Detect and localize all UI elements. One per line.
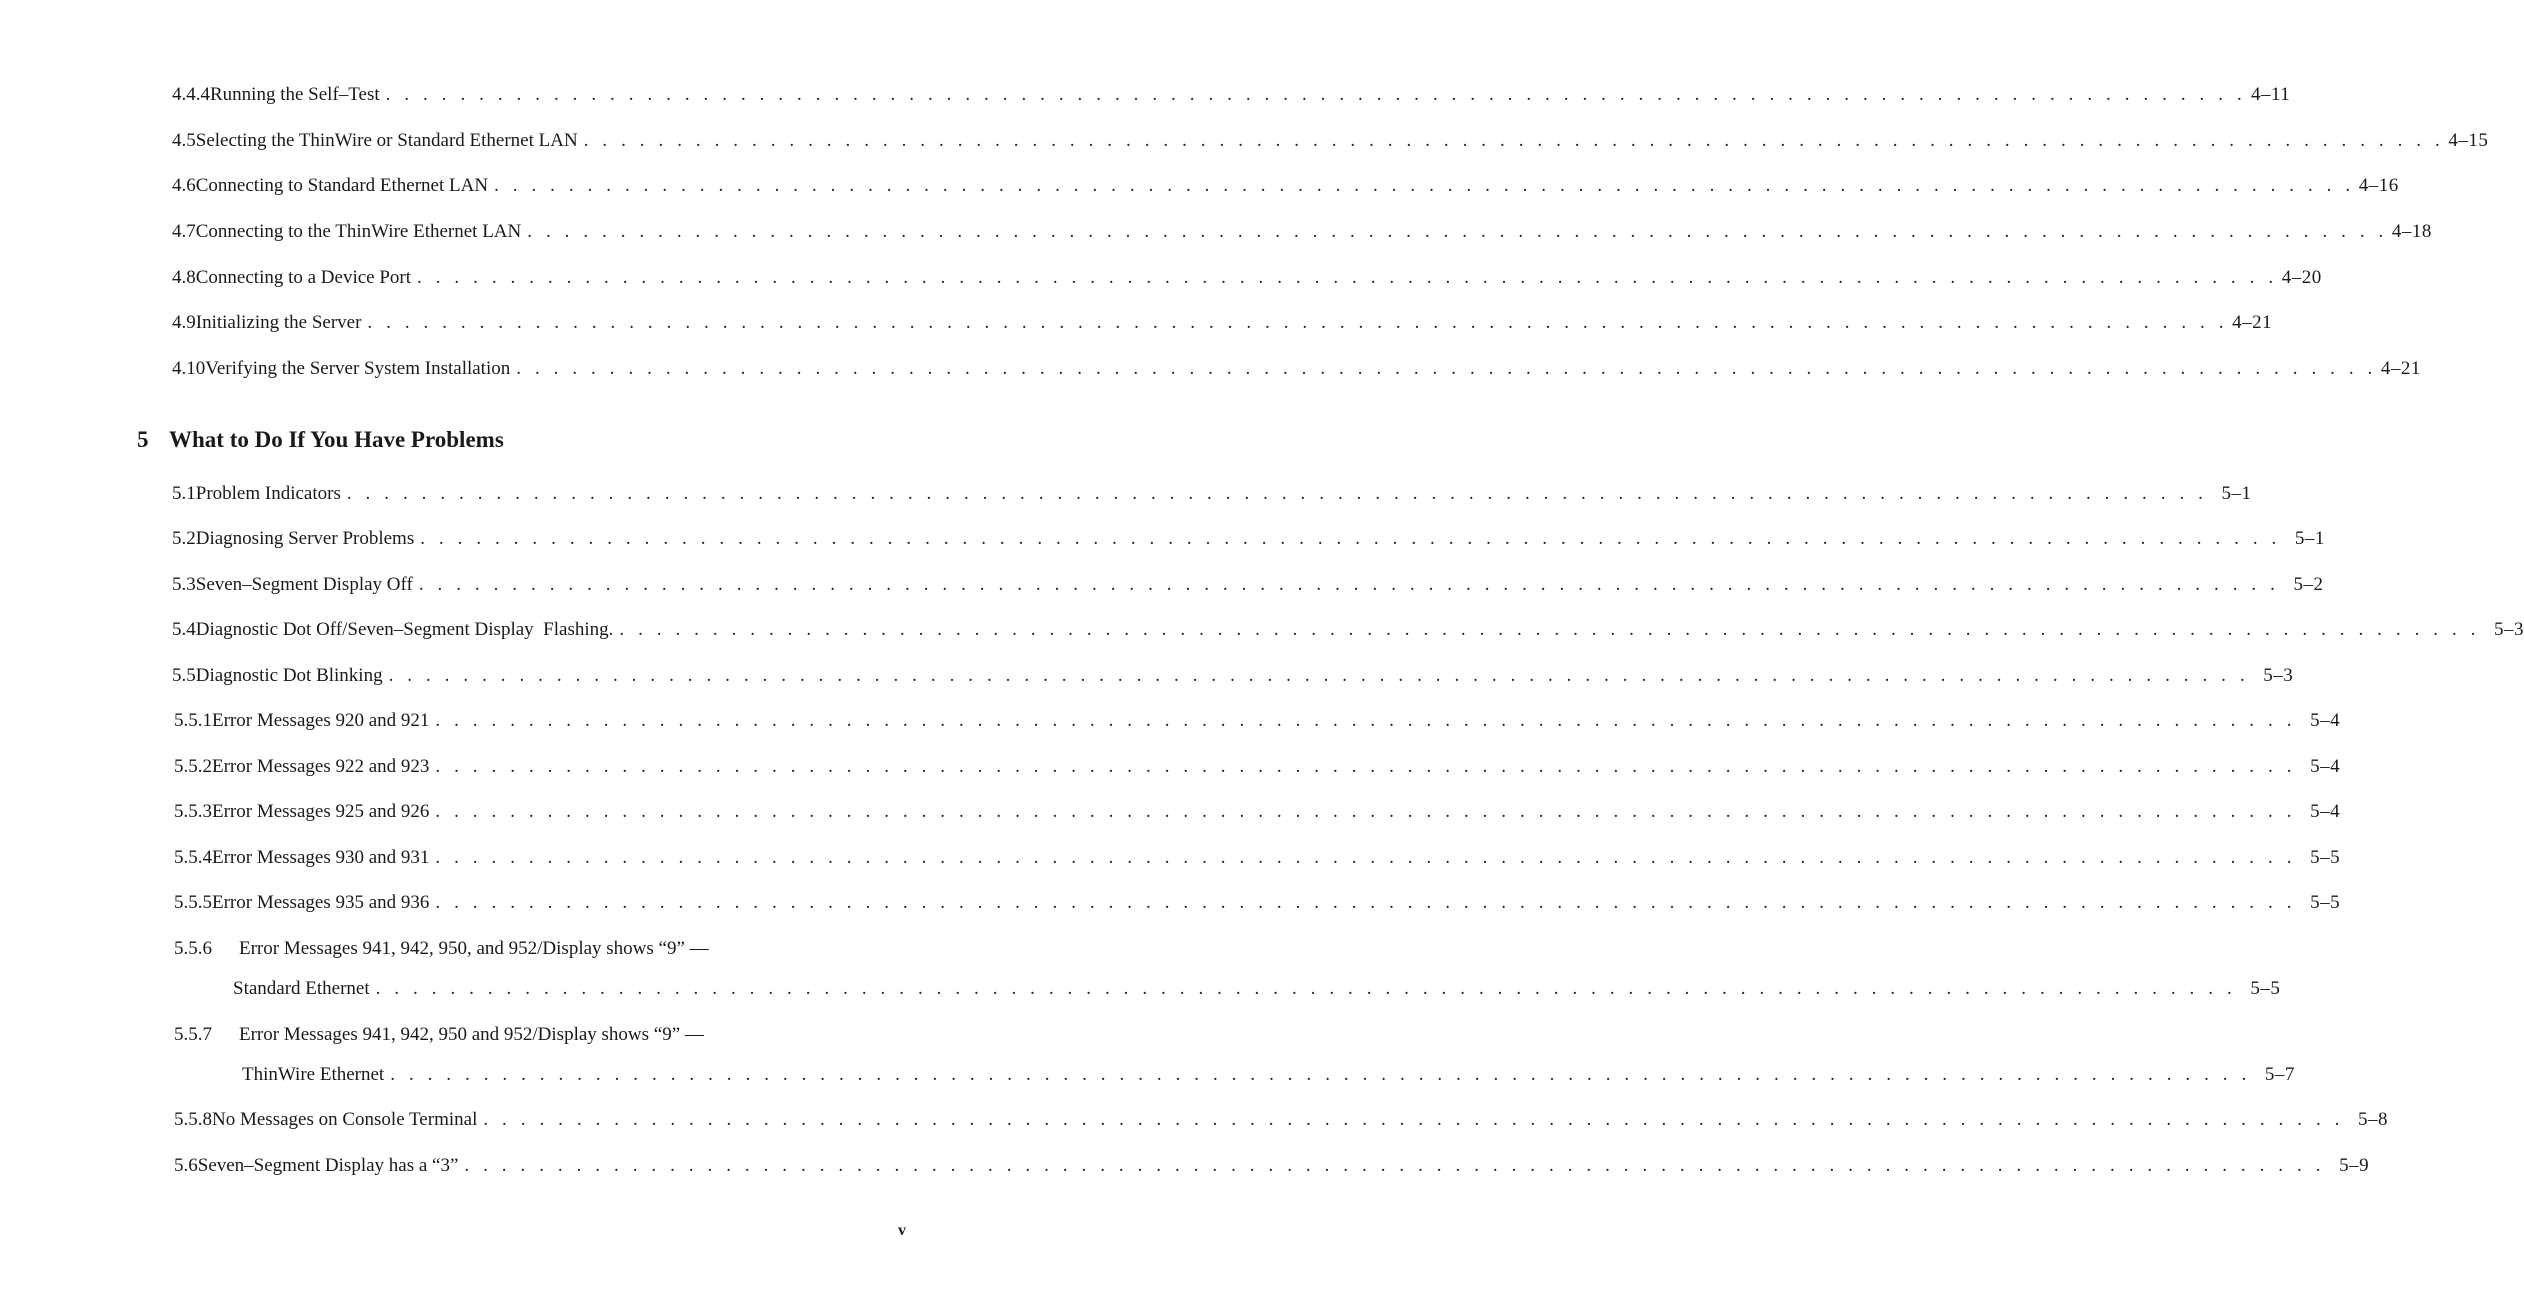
toc-entry-title: Diagnosing Server Problems (195, 528, 415, 549)
toc-entry-number: 5.5.7 (174, 1024, 212, 1045)
toc-dot-leader: . . . . . . . . . . . . . . . . . . . . . . . . . . . . . . . . . . . . . . . . . . . . . . . . . . . . . . . . . . . . . . . . . . . . . . . . . . . . . . . . . . . . . . . . . . . . . . . . . . . . (435, 756, 2297, 777)
toc-dot-leader: . . . . . . . . . . . . . . . . . . . . . . . . . . . . . . . . . . . . . . . . . . . . . . . . . . . . . . . . . . . . . . . . . . . . . . . . . . . . . . . . . . . . . . . . . . . . . . . . . . . . (527, 221, 2388, 242)
toc-entry-title: Error Messages 941, 942, 950, and 952/Display shows “9” — (239, 938, 709, 959)
toc-entry-page: 5–4 (2310, 756, 2341, 777)
toc-entry-page: 4–20 (2281, 267, 2322, 288)
toc-entry-page: 5–7 (2264, 1064, 2295, 1085)
toc-entry-5-5-2 (174, 755, 2341, 779)
toc-entry-4-10 (172, 357, 2421, 381)
toc-entry-number: 5.3 (172, 574, 196, 595)
toc-entry-page: 5–1 (2221, 483, 2252, 504)
toc-entry-page: 5–9 (2339, 1155, 2370, 1176)
toc-entry-5-5-4 (174, 846, 2341, 870)
toc-entry-4-6 (172, 174, 2399, 198)
toc-entry-4-7 (172, 220, 2432, 244)
toc-entry-title: No Messages on Console Terminal (212, 1109, 478, 1130)
toc-entry-title: Problem Indicators (195, 483, 341, 504)
toc-dot-leader: . . . . . . . . . . . . . . . . . . . . . . . . . . . . . . . . . . . . . . . . . . . . . . . . . . . . . . . . . . . . . . . . . . . . . . . . . . . . . . . . . . . . . . . . . . . . . . . . . . . . (417, 267, 2278, 288)
toc-entry-page: 5–8 (2358, 1109, 2388, 1130)
toc-entry-title-continuation: Standard Ethernet (233, 978, 370, 999)
toc-entry-number: 5.5.4 (174, 847, 212, 868)
toc-dot-leader: . . . . . . . . . . . . . . . . . . . . . . . . . . . . . . . . . . . . . . . . . . . . . . . . . . . . . . . . . . . . . . . . . . . . . . . . . . . . . . . . . . . . . . . . . . . . . . . . . . . . (346, 483, 2208, 504)
toc-dot-leader: . . . . . . . . . . . . . . . . . . . . . . . . . . . . . . . . . . . . . . . . . . . . . . . . . . . . . . . . . . . . . . . . . . . . . . . . . . . . . . . . . . . . . . . . . . . . . . . . . . . . (583, 130, 2445, 151)
toc-dot-leader: . . . . . . . . . . . . . . . . . . . . . . . . . . . . . . . . . . . . . . . . . . . . . . . . . . . . . . . . . . . . . . . . . . . . . . . . . . . . . . . . . . . . . . . . . . . . . . . . . . . . (435, 801, 2297, 822)
toc-entry-number: 5.5.3 (174, 801, 212, 822)
toc-entry-number: 4.5 (172, 130, 196, 151)
toc-entry-5-3 (172, 573, 2324, 597)
toc-dot-leader: . . . . . . . . . . . . . . . . . . . . . . . . . . . . . . . . . . . . . . . . . . . . . . . . . . . . . . . . . . . . . . . . . . . . . . . . . . . . . . . . . . . . . . . . . . . . . . . . . . . . (375, 978, 2237, 999)
toc-entry-5-5-1 (174, 709, 2341, 733)
toc-entry-title: Selecting the ThinWire or Standard Ethernet LAN (195, 130, 578, 151)
toc-entry-number: 5.6 (174, 1155, 198, 1176)
toc-entry-4-8 (172, 266, 2322, 290)
toc-entry-5-5-7 (174, 1023, 704, 1047)
toc-entry-title: Error Messages 922 and 923 (212, 756, 430, 777)
toc-entry-title: Connecting to Standard Ethernet LAN (195, 175, 489, 196)
toc-dot-leader: . . . . . . . . . . . . . . . . . . . . . . . . . . . . . . . . . . . . . . . . . . . . . . . . . . . . . . . . . . . . . . . . . . . . . . . . . . . . . . . . . . . . . . . . . . . . . . . . . . . . (494, 175, 2355, 196)
chapter-title: What to Do If You Have Problems (169, 427, 504, 452)
toc-entry-page: 5–4 (2310, 710, 2341, 731)
page-number: v (898, 1222, 906, 1239)
chapter-number: 5 (137, 427, 149, 452)
toc-entry-page: 5–2 (2293, 574, 2324, 595)
toc-entry-5-5 (172, 664, 2294, 688)
toc-entry-title: Seven–Segment Display has a “3” (197, 1155, 459, 1176)
toc-entry-number: 4.9 (172, 312, 196, 333)
toc-entry-5-5-7-continuation (242, 1063, 2295, 1087)
toc-entry-number: 4.10 (172, 358, 206, 379)
toc-entry-4-4-4 (172, 83, 2291, 107)
toc-entry-page: 5–3 (2494, 619, 2524, 640)
toc-entry-page: 4–21 (2232, 312, 2273, 333)
toc-entry-5-5-8 (174, 1108, 2388, 1132)
toc-entry-title: Error Messages 930 and 931 (212, 847, 430, 868)
toc-entry-number: 5.5.6 (174, 938, 212, 959)
toc-dot-leader: . . . . . . . . . . . . . . . . . . . . . . . . . . . . . . . . . . . . . . . . . . . . . . . . . . . . . . . . . . . . . . . . . . . . . . . . . . . . . . . . . . . . . . . . . . . . . . . . . . . . (367, 312, 2229, 333)
toc-entry-number: 5.5.8 (174, 1109, 212, 1130)
toc-dot-leader: . . . . . . . . . . . . . . . . . . . . . . . . . . . . . . . . . . . . . . . . . . . . . . . . . . . . . . . . . . . . . . . . . . . . . . . . . . . . . . . . . . . . . . . . . . . . . . . . . . . . (420, 528, 2281, 549)
toc-dot-leader: . . . . . . . . . . . . . . . . . . . . . . . . . . . . . . . . . . . . . . . . . . . . . . . . . . . . . . . . . . . . . . . . . . . . . . . . . . . . . . . . . . . . . . . . . . . . . . . . . . . . (390, 1064, 2251, 1085)
toc-entry-page: 4–16 (2358, 175, 2399, 196)
toc-dot-leader: . . . . . . . . . . . . . . . . . . . . . . . . . . . . . . . . . . . . . . . . . . . . . . . . . . . . . . . . . . . . . . . . . . . . . . . . . . . . . . . . . . . . . . . . . . . . . . . . . . . . (435, 847, 2297, 868)
toc-entry-page: 5–5 (2310, 847, 2341, 868)
toc-dot-leader: . . . . . . . . . . . . . . . . . . . . . . . . . . . . . . . . . . . . . . . . . . . . . . . . . . . . . . . . . . . . . . . . . . . . . . . . . . . . . . . . . . . . . . . . . . . . . . . . . . . . (435, 892, 2297, 913)
toc-entry-title: Verifying the Server System Installation (205, 358, 511, 379)
toc-entry-5-5-6 (174, 937, 709, 961)
toc-entry-page: 5–5 (2310, 892, 2341, 913)
toc-entry-page: 5–1 (2294, 528, 2325, 549)
toc-entry-5-1 (172, 482, 2252, 506)
toc-entry-number: 5.1 (172, 483, 196, 504)
toc-entry-page: 5–5 (2250, 978, 2281, 999)
toc-dot-leader: . . . . . . . . . . . . . . . . . . . . . . . . . . . . . . . . . . . . . . . . . . . . . . . . . . . . . . . . . . . . . . . . . . . . . . . . . . . . . . . . . . . . . . . . . . . . . . . . . . . . (483, 1109, 2344, 1130)
toc-dot-leader: . . . . . . . . . . . . . . . . . . . . . . . . . . . . . . . . . . . . . . . . . . . . . . . . . . . . . . . . . . . . . . . . . . . . . . . . . . . . . . . . . . . . . . . . . . . . . . . . . . . . (619, 619, 2481, 640)
toc-entry-number: 4.7 (172, 221, 196, 242)
toc-entry-page: 5–4 (2310, 801, 2341, 822)
toc-entry-5-5-6-continuation (233, 977, 2281, 1001)
toc-entry-title: Initializing the Server (195, 312, 362, 333)
toc-entry-title-continuation: ThinWire Ethernet (242, 1064, 385, 1085)
toc-entry-5-4 (172, 618, 2524, 642)
toc-entry-number: 4.8 (172, 267, 196, 288)
toc-entry-page: 5–3 (2263, 665, 2294, 686)
toc-entry-title: Error Messages 925 and 926 (212, 801, 430, 822)
toc-entry-number: 5.5.2 (174, 756, 212, 777)
toc-entry-4-5 (172, 129, 2489, 153)
toc-dot-leader: . . . . . . . . . . . . . . . . . . . . . . . . . . . . . . . . . . . . . . . . . . . . . . . . . . . . . . . . . . . . . . . . . . . . . . . . . . . . . . . . . . . . . . . . . . . . . . . . . . . . (385, 84, 2247, 105)
toc-entry-title: Seven–Segment Display Off (195, 574, 413, 595)
toc-entry-number: 5.2 (172, 528, 196, 549)
toc-dot-leader: . . . . . . . . . . . . . . . . . . . . . . . . . . . . . . . . . . . . . . . . . . . . . . . . . . . . . . . . . . . . . . . . . . . . . . . . . . . . . . . . . . . . . . . . . . . . . . . . . . . . (418, 574, 2280, 595)
toc-entry-5-2 (172, 527, 2325, 551)
toc-entry-number: 4.4.4 (172, 84, 210, 105)
toc-dot-leader: . . . . . . . . . . . . . . . . . . . . . . . . . . . . . . . . . . . . . . . . . . . . . . . . . . . . . . . . . . . . . . . . . . . . . . . . . . . . . . . . . . . . . . . . . . . . . . . . . . . . (388, 665, 2250, 686)
toc-dot-leader: . . . . . . . . . . . . . . . . . . . . . . . . . . . . . . . . . . . . . . . . . . . . . . . . . . . . . . . . . . . . . . . . . . . . . . . . . . . . . . . . . . . . . . . . . . . . . . . . . . . . (435, 710, 2297, 731)
toc-entry-page: 4–21 (2380, 358, 2421, 379)
toc-entry-title: Connecting to a Device Port (195, 267, 412, 288)
toc-entry-title: Error Messages 935 and 936 (212, 892, 430, 913)
toc-entry-4-9 (172, 311, 2273, 335)
toc-entry-5-5-3 (174, 800, 2341, 824)
toc-entry-5-6 (174, 1154, 2370, 1178)
toc-entry-title: Diagnostic Dot Blinking (195, 665, 383, 686)
toc-entry-title: Connecting to the ThinWire Ethernet LAN (195, 221, 522, 242)
toc-entry-title: Running the Self–Test (210, 84, 380, 105)
toc-entry-number: 5.4 (172, 619, 196, 640)
toc-entry-number: 5.5.5 (174, 892, 212, 913)
toc-dot-leader: . . . . . . . . . . . . . . . . . . . . . . . . . . . . . . . . . . . . . . . . . . . . . . . . . . . . . . . . . . . . . . . . . . . . . . . . . . . . . . . . . . . . . . . . . . . . . . . . . . . . (464, 1155, 2326, 1176)
toc-entry-page: 4–18 (2391, 221, 2432, 242)
toc-entry-title: Error Messages 920 and 921 (212, 710, 430, 731)
toc-entry-5-5-5 (174, 891, 2341, 915)
toc-entry-page: 4–15 (2448, 130, 2489, 151)
toc-dot-leader: . . . . . . . . . . . . . . . . . . . . . . . . . . . . . . . . . . . . . . . . . . . . . . . . . . . . . . . . . . . . . . . . . . . . . . . . . . . . . . . . . . . . . . . . . . . . . . . . . . . . (516, 358, 2377, 379)
toc-entry-number: 4.6 (172, 175, 196, 196)
toc-entry-page: 4–11 (2251, 84, 2291, 105)
toc-entry-number: 5.5 (172, 665, 196, 686)
toc-entry-title: Diagnostic Dot Off/Seven–Segment Display Flashing. (195, 619, 614, 640)
toc-entry-number: 5.5.1 (174, 710, 212, 731)
chapter-heading (137, 426, 504, 454)
toc-entry-title: Error Messages 941, 942, 950 and 952/Display shows “9” — (239, 1024, 704, 1045)
